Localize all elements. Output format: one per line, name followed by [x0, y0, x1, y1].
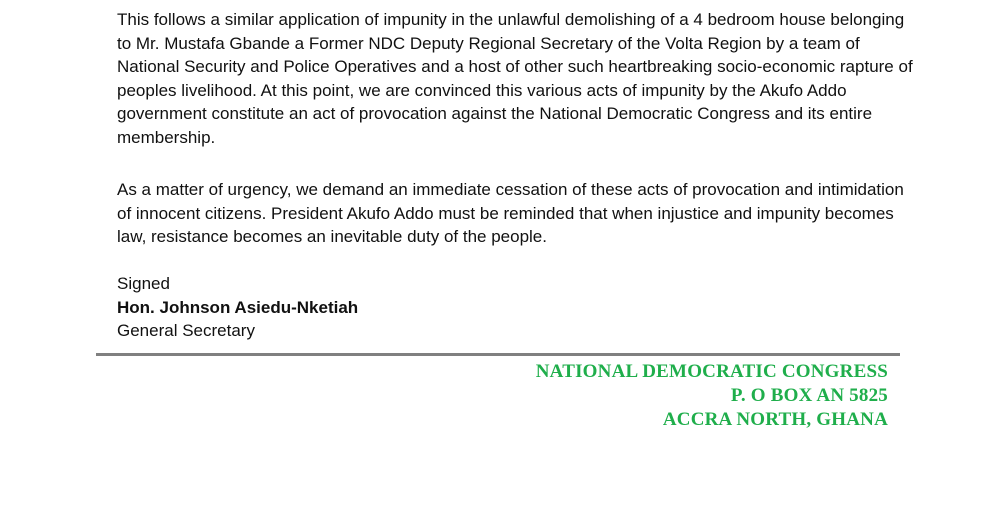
po-box: P. O BOX AN 5825	[730, 385, 888, 406]
signatory-name: Hon. Johnson Asiedu-Nketiah	[117, 297, 359, 317]
signature-block	[117, 272, 358, 343]
footer-address	[536, 360, 888, 432]
organization-name: NATIONAL DEMOCRATIC CONGRESS	[535, 361, 888, 382]
footer-divider	[96, 353, 900, 356]
body-paragraph-1: This follows a similar application of impunity in the unlawful demolishing of a 4 bedroom house belonging to Mr. Mustafa Gbande a Former NDC Deputy Regional Secretary of the Volta Region by a team of National Security and Police Operatives and a host of other such heartbreaking socio-economic rapture of peoples livelihood. At this point, we are convinced this various acts of impunity by the Akufo Addo government constitute an act of provocation against the National Democratic Congress and its entire membership.	[117, 10, 913, 147]
body-paragraph-2: As a matter of urgency, we demand an immediate cessation of these acts of provocation and intimidation of innocent citizens. President Akufo Addo must be reminded that when injustice and impunity becomes law, resistance becomes an inevitable duty of the people.	[117, 180, 904, 246]
signatory-title: General Secretary	[117, 321, 255, 340]
signed-label: Signed	[117, 274, 170, 293]
city-country: ACCRA NORTH, GHANA	[662, 409, 888, 430]
